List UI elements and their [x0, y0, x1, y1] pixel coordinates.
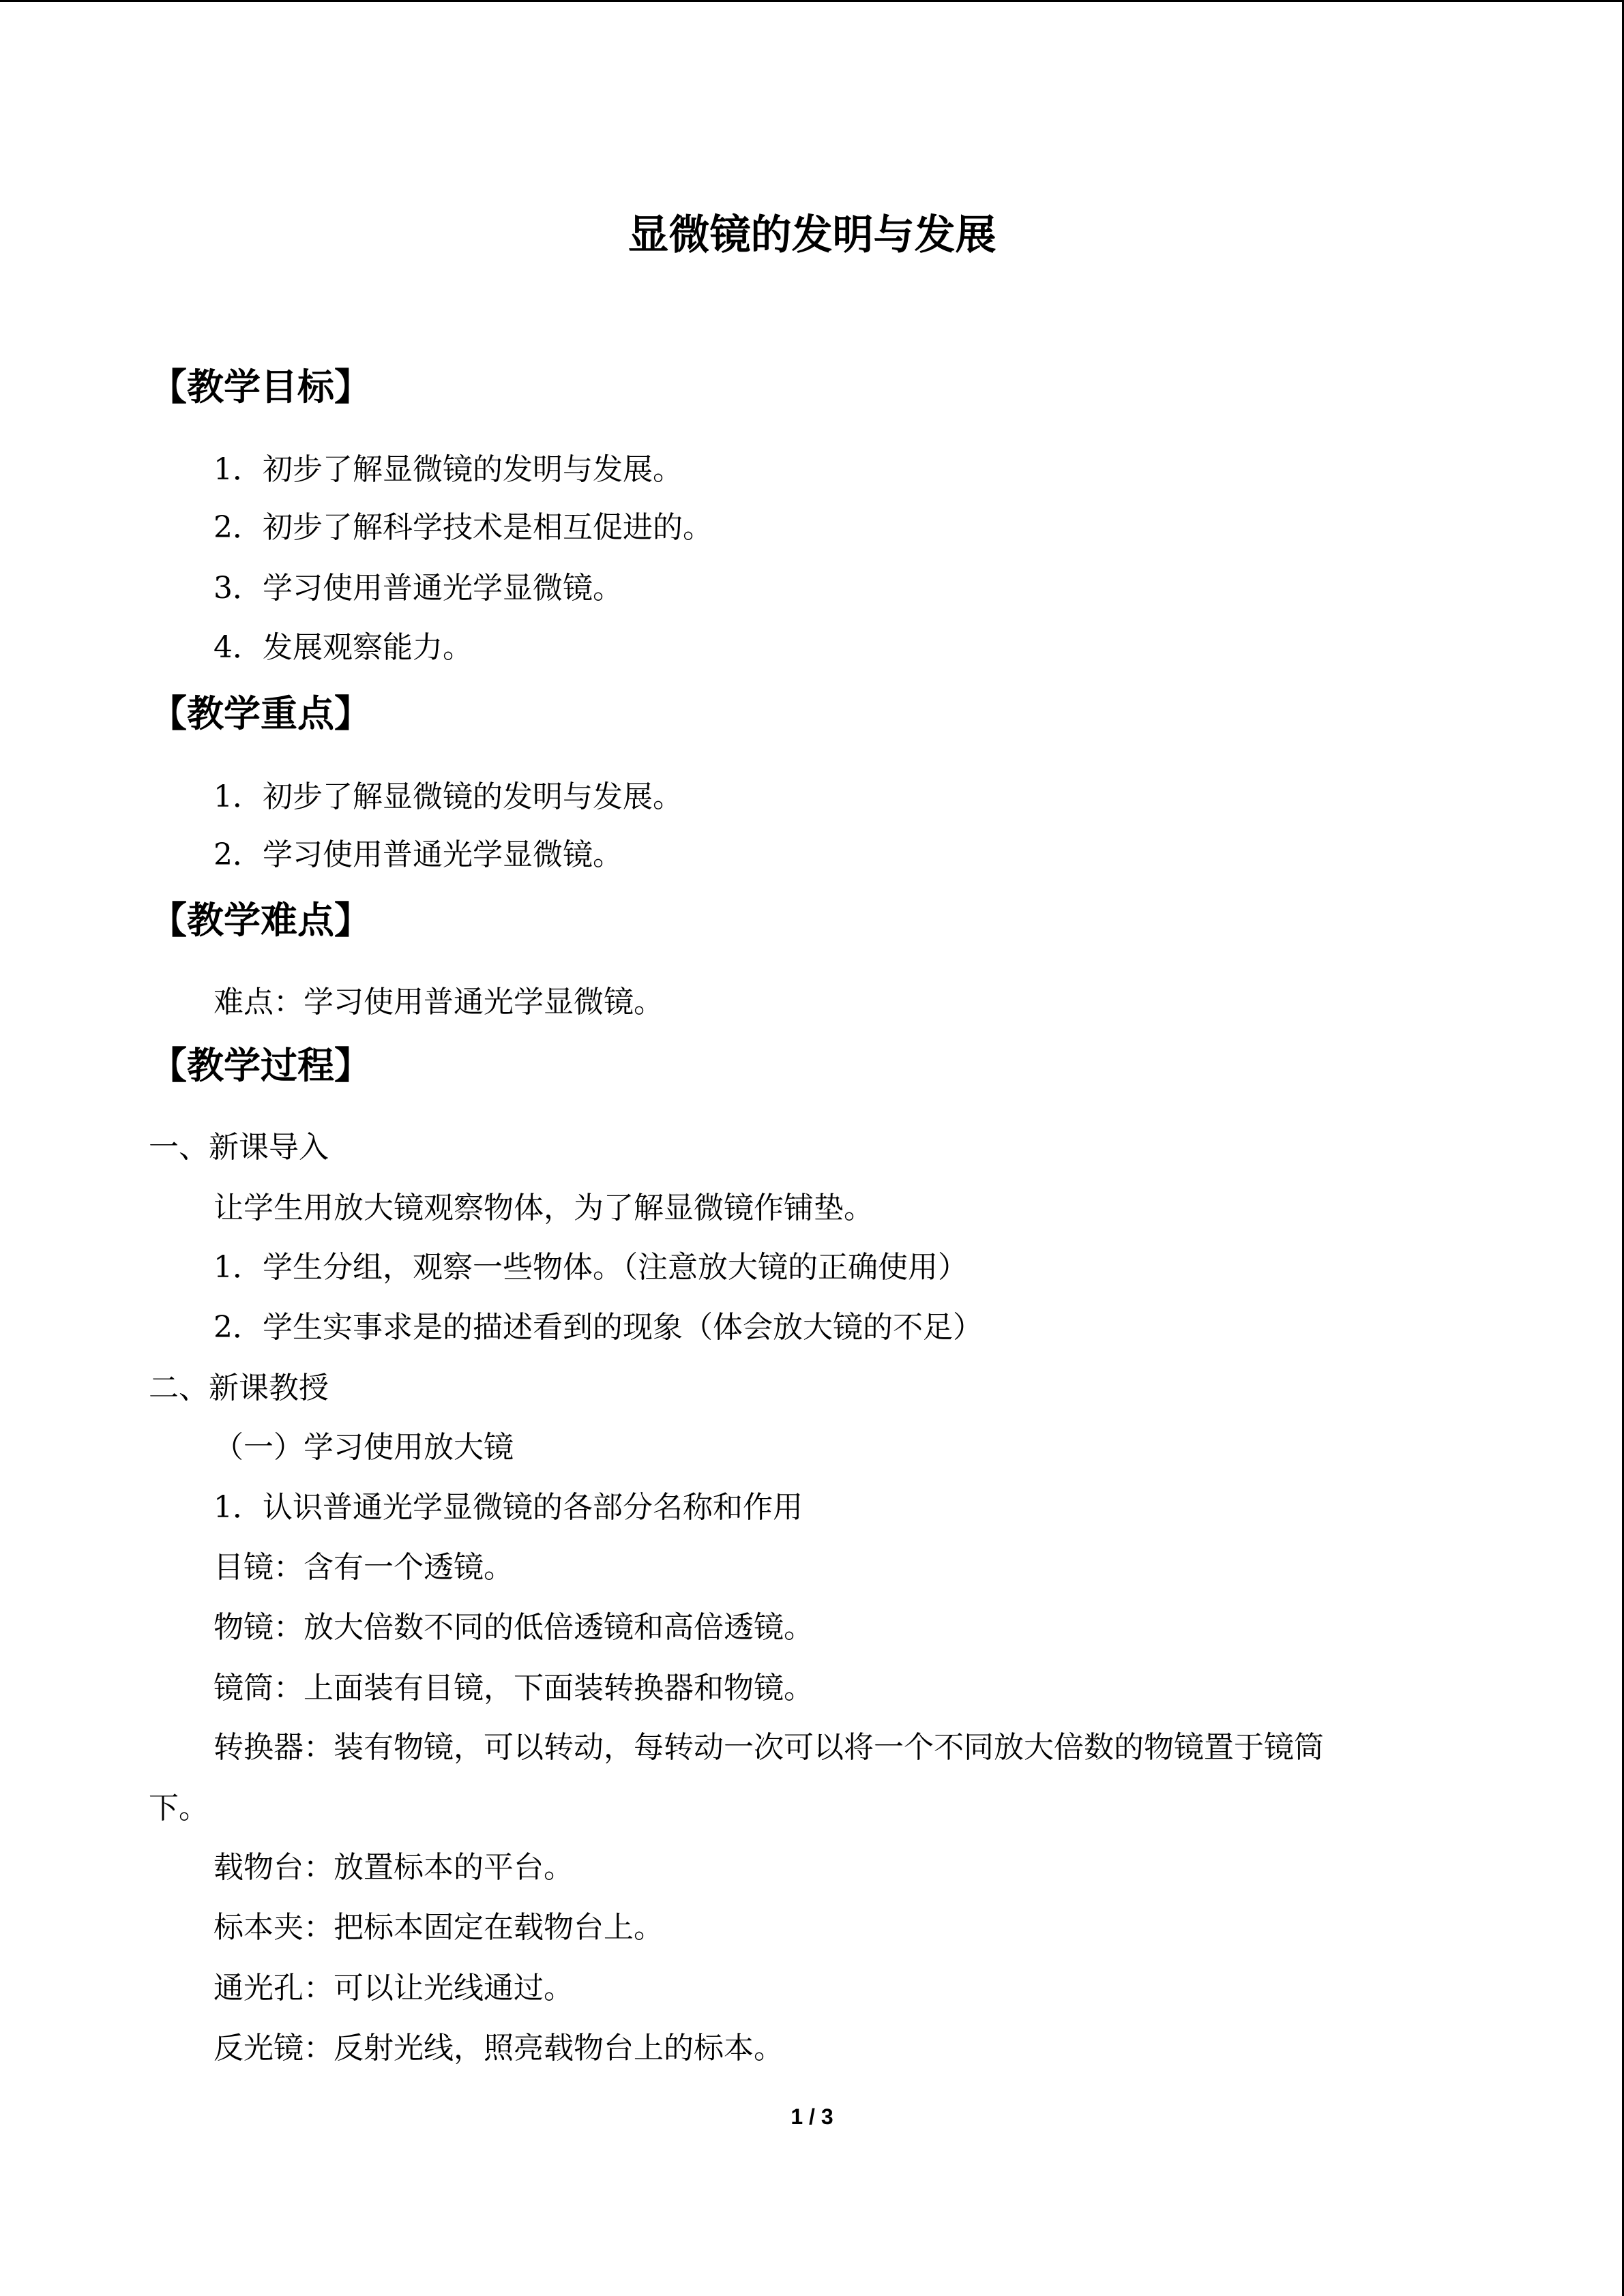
process-line: 反光镜：反射光线，照亮载物台上的标本。 [213, 2031, 784, 2066]
heading-difficulties: 【教学难点】 [150, 898, 371, 942]
key-point-item-1: 1．初步了解显微镜的发明与发展。 [213, 779, 683, 814]
objective-item-2: 2．初步了解科学技术是相互促进的。 [213, 510, 713, 545]
heading-key-points: 【教学重点】 [150, 691, 371, 735]
process-line-wrap: 下。 [149, 1791, 209, 1825]
objective-item-1: 1．初步了解显微镜的发明与发展。 [213, 452, 683, 487]
process-line: 物镜：放大倍数不同的低倍透镜和高倍透镜。 [213, 1610, 814, 1645]
process-line: 1．学生分组，观察一些物体。（注意放大镜的正确使用） [213, 1250, 968, 1285]
page-indicator: 1 / 3 [791, 2104, 833, 2129]
heading-objectives: 【教学目标】 [150, 365, 371, 408]
difficulty-item-1: 难点：学习使用普通光学显微镜。 [213, 985, 664, 1019]
objective-item-4: 4．发展观察能力。 [213, 630, 473, 665]
key-point-item-2: 2．学习使用普通光学显微镜。 [213, 837, 623, 872]
objective-item-3: 3．学习使用普通光学显微镜。 [213, 571, 623, 606]
process-line: 转换器：装有物镜，可以转动，每转动一次可以将一个不同放大倍数的物镜置于镜筒 [213, 1730, 1324, 1765]
process-line: 载物台：放置标本的平台。 [213, 1850, 574, 1885]
process-line: 目镜：含有一个透镜。 [213, 1550, 514, 1585]
heading-process: 【教学过程】 [150, 1043, 371, 1087]
process-line: 通光孔：可以让光线通过。 [213, 1971, 574, 2006]
process-section-teaching: 二、新课教授 [149, 1371, 329, 1405]
process-line: 标本夹：把标本固定在载物台上。 [213, 1910, 664, 1945]
process-line: 镜筒：上面装有目镜，下面装转换器和物镜。 [213, 1671, 814, 1705]
process-line: 1．认识普通光学显微镜的各部分名称和作用 [213, 1490, 803, 1525]
process-line: （一）学习使用放大镜 [213, 1430, 514, 1465]
process-line: 2．学生实事求是的描述看到的现象（体会放大镜的不足） [213, 1310, 983, 1345]
process-line: 让学生用放大镜观察物体，为了解显微镜作铺垫。 [213, 1191, 874, 1225]
document-title: 显微镜的发明与发展 [628, 211, 996, 259]
process-section-intro: 一、新课导入 [149, 1130, 329, 1165]
